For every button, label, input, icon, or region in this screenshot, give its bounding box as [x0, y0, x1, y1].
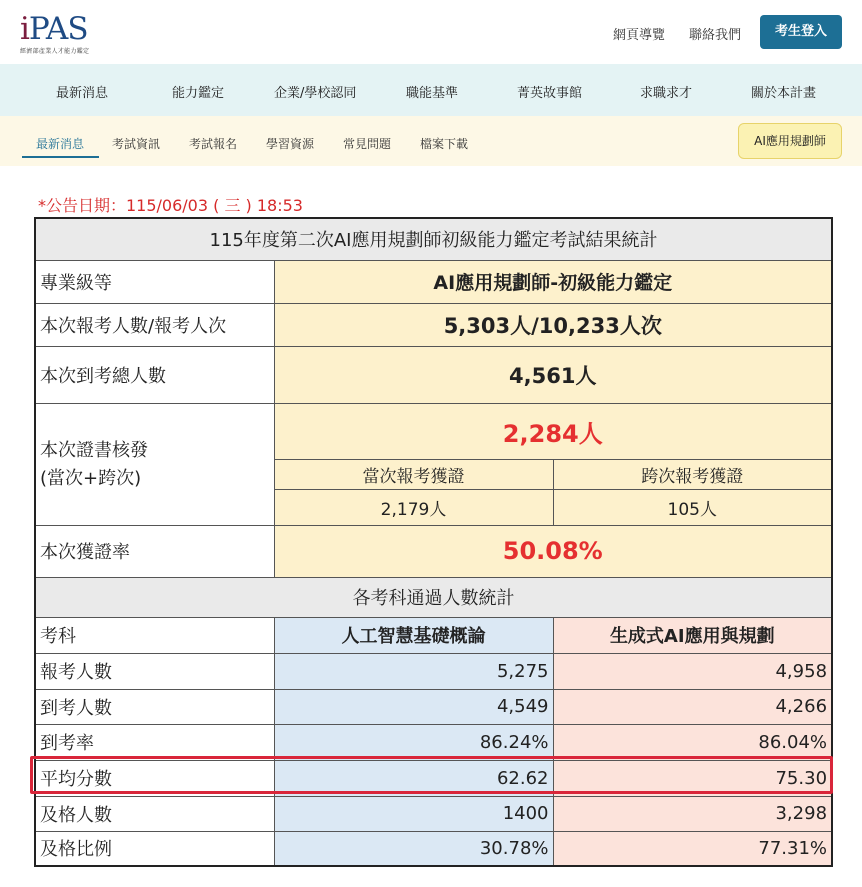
subject-header-label: 考科 — [35, 617, 274, 653]
cert-same-value: 2,179人 — [274, 489, 553, 525]
row-label: 到考人數 — [35, 689, 274, 724]
subject2-value: 77.31% — [553, 831, 832, 866]
cert-same-label: 當次報考獲證 — [274, 459, 553, 489]
subject2-value: 86.04% — [553, 724, 832, 760]
subject1-value: 62.62 — [274, 760, 553, 796]
nav-item-about[interactable]: 關於本計畫 — [751, 86, 817, 101]
subject2-header: 生成式AI應用與規劃 — [553, 617, 832, 653]
subject2-value: 3,298 — [553, 796, 832, 831]
table-title: 115年度第二次AI應用規劃師初級能力鑑定考試結果統計 — [35, 218, 832, 260]
cert-cross-label: 跨次報考獲證 — [553, 459, 832, 489]
nav-item-jobs[interactable]: 求職求才 — [640, 86, 693, 101]
table-row — [35, 796, 832, 831]
nav-item-certification[interactable]: 能力鑑定 — [172, 86, 225, 101]
subject1-header: 人工智慧基礎概論 — [274, 617, 553, 653]
nav-item-news[interactable]: 最新消息 — [56, 86, 109, 101]
subject1-value: 86.24% — [274, 724, 553, 760]
row-label: 報考人數 — [35, 653, 274, 689]
certs-value: 2,284人 — [274, 403, 832, 459]
rate-label: 本次獲證率 — [35, 525, 274, 577]
subject1-value: 30.78% — [274, 831, 553, 866]
subject1-value: 1400 — [274, 796, 553, 831]
cert-cross-value: 105人 — [553, 489, 832, 525]
subnav-item-faq[interactable]: 常見問題 — [343, 137, 392, 151]
registrants-value: 5,303人/10,233人次 — [274, 303, 832, 346]
sitemap-link[interactable]: 網頁導覽 — [613, 28, 666, 43]
rate-value: 50.08% — [274, 525, 832, 577]
announcement-date: *公告日期：115/06/03 ( 三 ) 18:53 — [38, 196, 303, 215]
row-label: 到考率 — [35, 724, 274, 760]
level-label: 專業級等 — [35, 260, 274, 303]
results-table-container — [34, 217, 831, 867]
subject-section-title: 各考科通過人數統計 — [35, 577, 832, 617]
row-label: 及格人數 — [35, 796, 274, 831]
main-nav — [0, 64, 862, 116]
table-row — [35, 724, 832, 760]
row-label: 及格比例 — [35, 831, 274, 866]
subnav-item-registration[interactable]: 考試報名 — [189, 137, 238, 151]
subnav-item-news[interactable]: 最新消息 — [36, 137, 85, 151]
logo-subtext: 經濟部產業人才能力鑑定 — [20, 48, 90, 55]
certs-label-line2: (當次+跨次) — [40, 468, 142, 489]
table-row — [35, 689, 832, 724]
login-button[interactable]: 考生登入 — [760, 15, 842, 49]
subnav-item-exam-info[interactable]: 考試資訊 — [112, 137, 161, 151]
certs-label — [35, 403, 274, 525]
registrants-label: 本次報考人數/報考人次 — [35, 303, 274, 346]
subnav-item-resources[interactable]: 學習資源 — [266, 137, 315, 151]
nav-item-endorsement[interactable]: 企業/學校認同 — [274, 86, 357, 101]
table-row — [35, 831, 832, 866]
certs-label-line1: 本次證書核發 — [40, 440, 148, 461]
table-row — [35, 653, 832, 689]
logo-wordmark: iPAS — [20, 11, 88, 47]
table-row-average-score — [35, 760, 832, 796]
nav-item-standards[interactable]: 職能基準 — [406, 86, 459, 101]
contact-link[interactable]: 聯絡我們 — [689, 28, 742, 43]
ipas-logo[interactable] — [20, 12, 110, 56]
subnav-item-downloads[interactable]: 檔案下載 — [420, 137, 469, 151]
ai-planner-button[interactable]: AI應用規劃師 — [738, 123, 842, 159]
nav-item-stories[interactable]: 菁英故事館 — [517, 86, 583, 101]
site-header — [0, 0, 862, 64]
subject2-value: 4,958 — [553, 653, 832, 689]
sub-nav — [0, 116, 862, 166]
active-tab-indicator — [22, 156, 99, 158]
attendees-label: 本次到考總人數 — [35, 346, 274, 403]
results-table — [34, 217, 833, 867]
subject2-value: 75.30 — [553, 760, 832, 796]
subject1-value: 4,549 — [274, 689, 553, 724]
subject2-value: 4,266 — [553, 689, 832, 724]
attendees-value: 4,561人 — [274, 346, 832, 403]
subject1-value: 5,275 — [274, 653, 553, 689]
level-value: AI應用規劃師-初級能力鑑定 — [274, 260, 832, 303]
row-label: 平均分數 — [35, 760, 274, 796]
